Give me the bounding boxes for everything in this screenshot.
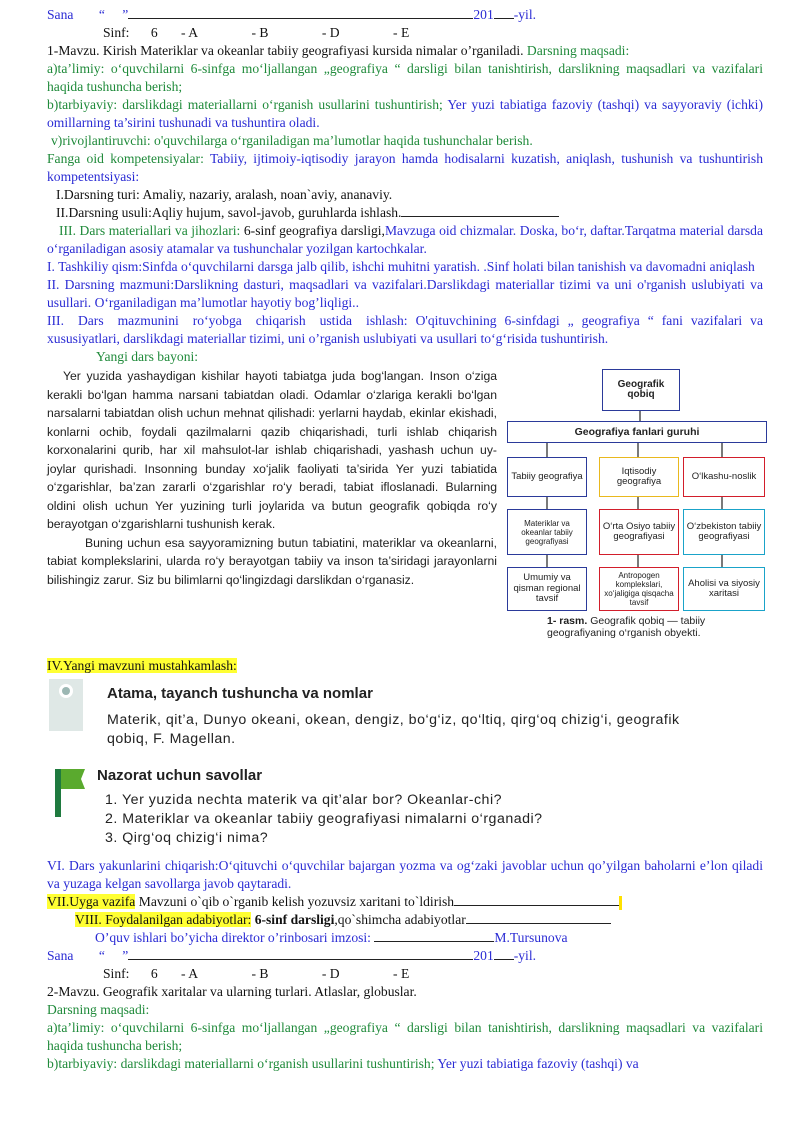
review-question-1: 1. Yer yuzida nechta materik va qit’alar bor? Okeanlar-chi?: [105, 792, 502, 808]
materials-label: III. Dars materiallari va jihozlari:: [59, 223, 241, 238]
implementation-label: III. Dars mazmunini ro‘yobga chiqarish ustida ishlash:: [47, 313, 408, 328]
method-blank: [401, 204, 559, 217]
textbook-excerpt: [47, 367, 763, 657]
review-question-2: 2. Materiklar va okeanlar tabiiy geografiyasi nimalarni o‘rganadi?: [105, 811, 543, 827]
consolidation-text: IV.Yangi mavzuni mustahkamlash:: [47, 658, 237, 673]
caption-number: 1- rasm.: [547, 615, 588, 627]
goal-a-2: a)ta’limiy: o‘quvchilarni 6-sinfga mo‘ljallangan „geografiya “ darsligi bilan tanishtirish, darslikning maqsadlari va vazifalari haqida tushuncha berish;: [47, 1020, 763, 1053]
year-blank-2: [494, 947, 514, 960]
class-a-2: - A: [181, 966, 199, 981]
lesson-method-text: II.Darsning usuli:Aqliy hujum, savol-javob, guruhlarda ishlash.: [56, 205, 402, 220]
summary: VI. Dars yakunlarini chiqarish:O‘qituvchi o‘quvchilar bajargan yozma va og‘zaki javoblar uchun qo’yilgan baholarni e’lon qiladi va yuzaga kelgan savollarga javob qaytaradi.: [47, 858, 763, 891]
diagram-group-box: Geografiya fanlari guruhi: [507, 421, 767, 443]
signature-label: O’quv ishlari bo’yicha direktor o’rinbosari imzosi:: [95, 930, 371, 945]
class-grade: 6: [150, 25, 158, 40]
quote-open-2: “: [98, 948, 105, 963]
class-d: - D: [321, 25, 340, 40]
diagram-box-iqtisodiy: Iqtisodiy geografiya: [599, 457, 679, 497]
goal-b-2: [47, 1055, 763, 1073]
topic-title-text: 1-Mavzu. Kirish Materiklar va okeanlar tabiiy geografiyasi kursida nimalar o’rganiladi.: [47, 43, 524, 58]
class-b-2: - B: [251, 966, 269, 981]
homework-label: VII.Uyga vazifa: [47, 894, 136, 909]
competencies-label: Fanga oid kompetensiyalar:: [47, 151, 204, 166]
date-label: Sana: [47, 7, 74, 22]
topic-title: [47, 42, 763, 60]
year-suffix: -yil.: [513, 7, 537, 22]
signature-blank: [374, 929, 494, 942]
diagram-box-materiklar: Materiklar va okeanlar tabiiy geografiyasi: [507, 509, 587, 555]
organizational-part: I. Tashkiliy qism:Sinfda o‘quvchilarni darsga jalb qilib, ishchi muhitni yaratish. .Sinf holati bilan tanishish va davomadni aniqlash: [47, 259, 755, 274]
goal-label-2: Darsning maqsadi:: [47, 1002, 150, 1017]
goal-b-blue: Yer yuzi tabiatiga fazoviy (tashqi) va sayyoraviy (ichki) omillarning ta’sirini tushunadi va tushuntira oladi.: [47, 97, 763, 130]
competencies-text: Tabiiy, ijtimoiy-iqtisodiy jarayon hamda hodisalarni kuzatish, aniqlash, tushunish va tushuntirish kompetentsiyasi:: [47, 151, 763, 184]
lesson-plan-page: [47, 6, 763, 1073]
year-suffix-2: -yil.: [513, 948, 537, 963]
review-questions-section: [47, 765, 763, 857]
goal-b: [47, 96, 763, 132]
implementation-text: O'qituvchining 6-sinfdagi „ geografiya “ fani vazifalari va xususiyatlari, darslikdagi materiallar tizimi, uni o’rganish uslubiyati va usullari to‘g‘risida tushuntirish.: [47, 313, 763, 346]
class-b: - B: [251, 25, 269, 40]
diagram-top-box: Geografik qobiq: [602, 369, 680, 411]
textbook-paragraph-1: Yer yuzida yashaydigan kishilar hayoti tabiatga juda bog‘langan. Inson o‘ziga kerakli bo‘lgan hamma narsani tabiatdan oladi. Odamlar o‘zlariga kerakli bo‘lgan narsalarni tabiatdan olish uchun mehnat qilishadi: yerlarni haydab, ekinlar ekishadi, konlarni ochib, foydali qazilmalarni qazib chiqarishadi, turli ishlab chiqarish korxonalarini qurib, har xil mahsulot-lar ishlab chiqarishadi, yashash uchun uy-joylar qurishadi. Insonning bunday xo‘jalik faoliyati ta’sirida Yer yuzi tabiatida o‘zgarishlar, ba’zan zararli o‘zgarishlar ro‘y beradi, tabiat ifloslanadi. Bularning oldini olish uchun Yer yuzining turli joylarida va butun geografik qobiqda ro‘y berayotgan o‘zgarishlarni tushunish kerak.: [47, 369, 497, 531]
flag-icon: [51, 765, 89, 819]
quote-close: ”: [122, 7, 129, 22]
diagram-box-regional: Umumiy va qisman regional tavsif: [507, 567, 587, 611]
lesson-method: [47, 204, 763, 222]
terms-heading: Atama, tayanch tushuncha va nomlar: [107, 685, 373, 702]
diagram-box-antropogen: Antropogen komplekslari, xo‘jaligiga qisqacha tavsif: [599, 567, 679, 611]
materials-text: Mavzuga oid chizmalar. Doska, bo‘r, daftar.Tarqatma material darsda o‘rganiladigan asosiy atamalar va tushunchalar yozilgan kartochkalar.: [47, 223, 763, 256]
year: 201: [473, 7, 494, 22]
goal-a: a)ta’limiy: o‘quvchilarni 6-sinfga mo‘ljallangan „geografiya “ darsligi bilan tanishtirish, darslikning maqsadlari va vazifalari haqida tushuncha berish;: [47, 61, 763, 94]
class-d-2: - D: [321, 966, 340, 981]
signature-name: M.Tursunova: [494, 930, 568, 945]
literature-blank: [466, 911, 611, 924]
date-line: [47, 6, 763, 24]
review-heading: Nazorat uchun savollar: [97, 767, 263, 784]
signature-line: [47, 929, 763, 947]
goal-b-green-2: b)tarbiyaviy: darslikdagi materiallarni o‘rganish usullarini tushuntirish;: [47, 1056, 435, 1071]
quote-open: “: [98, 7, 105, 22]
terms-text: Materik, qit’a, Dunyo okeani, okean, dengiz, bo‘g‘iz, qo‘ltiq, qirg‘oq chizig‘i, geografik qobiq, F. Magellan.: [107, 712, 680, 747]
literature-text: ,qo`shimcha adabiyotlar: [334, 912, 466, 927]
class-e-2: - E: [393, 966, 410, 981]
key-terms-icon: [47, 679, 87, 731]
date-line-2: [47, 947, 763, 965]
diagram-box-tabiiy: Tabiiy geografiya: [507, 457, 587, 497]
lesson-content: II. Darsning mazmuni:Darslikning dasturi, maqsadlari va vazifalari.Darslikdagi materiallar tizimi va uni o'rganish uslubiyati va usullari. O‘rganiladigan ma’lumotlar hayotiy bog’liqligi..: [47, 277, 763, 310]
textbook-text: [47, 367, 497, 589]
cursor-mark: [619, 896, 622, 910]
diagram-box-olkashunoslik: O‘lkashu-noslik: [683, 457, 765, 497]
diagram-caption: [547, 615, 767, 639]
consolidation-heading: [47, 657, 763, 675]
review-question-3: 3. Qirg‘oq chizig‘i nima?: [105, 830, 269, 846]
textbook-paragraph-2: Buning uchun esa sayyoramizning butun tabiatini, materiklar va okeanlarni, tabiat komplekslarini, ularda ro‘y berayotgan tabiiy va inson ta’siridagi jarayonlarni bilishingiz zarur. Siz bu bilimlarni qo‘lingizdagi darslikdan o‘rganasiz.: [47, 535, 497, 587]
caption-text: Geografik qobiq — tabiiy geografiyaning o‘rganish obyekti.: [547, 615, 706, 639]
goal-b-green: b)tarbiyaviy: darslikdagi materiallarni o‘rganish usullarini tushuntirish;: [47, 97, 443, 112]
class-a: - A: [181, 25, 199, 40]
diagram-box-aholisi: Aholisi va siyosiy xaritasi: [683, 567, 765, 611]
homework-text: Mavzuni o`qib o`rganib kelish yozuvsiz xaritani to`ldirish: [135, 894, 455, 909]
literature-book: 6-sinf darsligi: [251, 912, 335, 927]
materials-book: 6-sinf geografiya darsligi,: [243, 223, 385, 238]
lesson-materials: [47, 222, 763, 258]
literature: [47, 911, 763, 929]
goal-b-blue-2: Yer yuzi tabiatiga fazoviy (tashqi) va: [437, 1056, 639, 1071]
homework-blank: [454, 893, 619, 906]
competencies: [47, 150, 763, 186]
date-blank: [128, 6, 473, 19]
class-label-2: Sinf:: [103, 966, 130, 981]
year-2: 201: [473, 948, 494, 963]
year-blank: [494, 6, 514, 19]
new-lesson-label: Yangi dars bayoni:: [96, 349, 199, 364]
goal-v: v)rivojlantiruvchi: o'quvchilarga o‘rganiladigan ma’lumotlar haqida tushunchalar berish.: [51, 133, 533, 148]
geography-diagram: [505, 357, 767, 657]
date-blank-2: [128, 947, 473, 960]
lesson-type: I.Darsning turi: Amaliy, nazariy, aralash, noan`aviy, ananaviy.: [56, 187, 393, 202]
class-e: - E: [393, 25, 410, 40]
diagram-box-uzbekiston: O‘zbekiston tabiiy geografiyasi: [683, 509, 765, 555]
goal-label: Darsning maqsadi:: [526, 43, 630, 58]
homework: [47, 893, 763, 911]
class-grade-2: 6: [150, 966, 158, 981]
class-line: [47, 24, 763, 42]
quote-close-2: ”: [122, 948, 129, 963]
topic-title-2: 2-Mavzu. Geografik xaritalar va ularning turlari. Atlaslar, globuslar.: [47, 984, 417, 999]
terms-section: [47, 679, 763, 753]
date-label-2: Sana: [47, 948, 74, 963]
literature-label: VIII. Foydalanilgan adabiyotlar:: [75, 912, 252, 927]
lesson-implementation: [47, 312, 763, 348]
class-line-2: [47, 965, 763, 983]
diagram-box-orta-osiyo: O‘rta Osiyo tabiiy geografiyasi: [599, 509, 679, 555]
class-label: Sinf:: [103, 25, 130, 40]
